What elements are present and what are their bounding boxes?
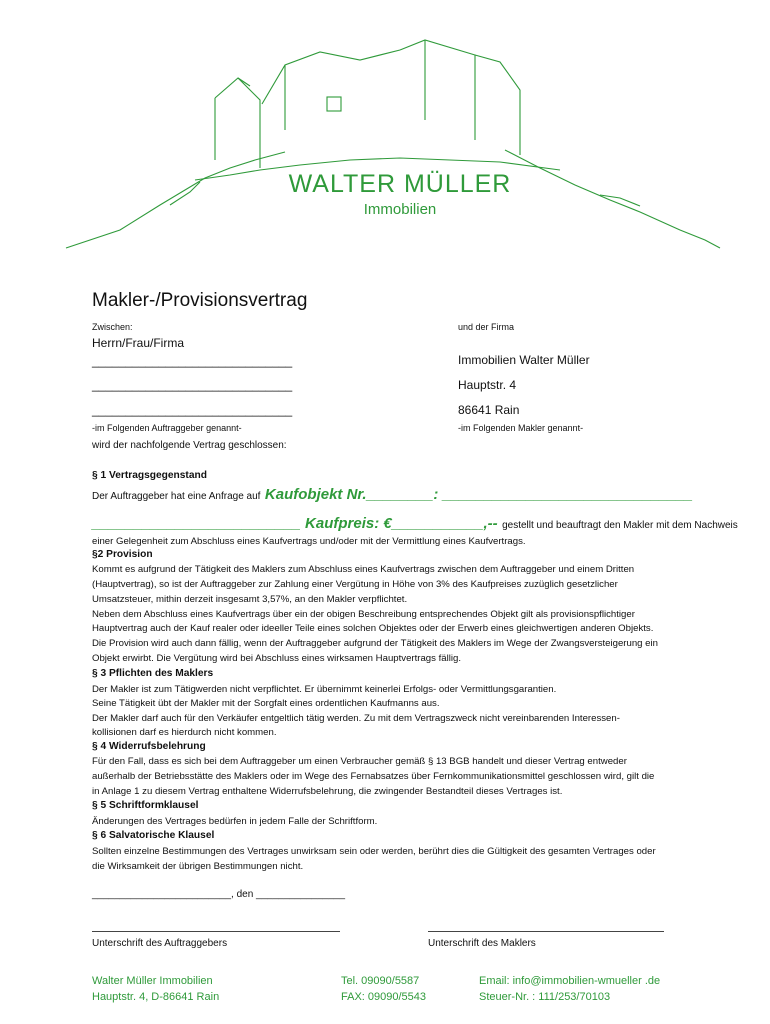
firm-name: Immobilien Walter Müller [458, 353, 590, 367]
section-5-heading: § 5 Schriftformklausel [92, 800, 199, 811]
section-1-line1 [92, 486, 693, 504]
section-4-line: in Anlage 1 zu diesem Vertrag enthaltene Widerrufsbelehrung, die zwingender Bestandteil dieses Vertrages ist. [92, 786, 563, 797]
company-logo [0, 0, 770, 260]
client-note: -im Folgenden Auftraggeber genannt- [92, 423, 242, 433]
firm-city: 86641 Rain [458, 403, 520, 417]
firm-label: und der Firma [458, 322, 515, 332]
section-1-line2-tail: gestellt und beauftragt den Makler mit dem Nachweis [502, 520, 738, 531]
footer-phone: Tel. 09090/5587 [341, 975, 420, 987]
client-name-field[interactable]: ______________________________ [92, 354, 293, 368]
section-1-line2 [92, 515, 738, 533]
document-title: Makler-/Provisionsvertrag [92, 290, 308, 311]
section-2-line: (Hauptvertrag), so ist der Auftraggeber zur Zahlung einer Vergütung in Höhe von 3% des Kaufpreises zuzüglich gesetzlicher [92, 579, 618, 590]
section-4-line: außerhalb der Betriebsstätte des Maklers oder im Wege des Fernabsatzes über Fernkommunikationsmittel geschlossen wird, gilt die [92, 771, 655, 782]
section-6-line: die Wirksamkeit der übrigen Bestimmungen nicht. [92, 861, 304, 872]
kaufobjekt-field[interactable]: Kaufobjekt Nr.________: ______________________________ [264, 486, 693, 503]
firm-street: Hauptstr. 4 [458, 378, 517, 392]
brand-name: WALTER MÜLLER [288, 170, 512, 198]
section-3-line: Der Makler ist zum Tätigwerden nicht verpflichtet. Er übernimmt keinerlei Erfolgs- oder Vermittlungsgarantien. [92, 684, 557, 695]
broker-signature-label: Unterschrift des Maklers [428, 938, 536, 949]
section-3-heading: § 3 Pflichten des Maklers [92, 668, 214, 679]
section-3-line: kollisionen darf es hierdurch nicht kommen. [92, 727, 277, 738]
between-label: Zwischen: [92, 322, 133, 332]
section-3-line: Der Makler darf auch für den Verkäufer entgeltlich tätig werden. Zu mit dem Vertragszweck nicht vereinbarenden Interessen- [92, 713, 620, 724]
client-street-field[interactable]: ______________________________ [92, 378, 293, 392]
broker-signature-line[interactable] [428, 931, 664, 932]
section-4-line: Für den Fall, dass es sich bei dem Auftraggeber um einen Verbraucher gemäß § 13 BGB handelt und dieser Vertrag entweder [92, 756, 627, 767]
brand-subtitle: Immobilien [363, 201, 437, 218]
section-5-line: Änderungen des Vertrages bedürfen in jedem Falle der Schriftform. [92, 816, 378, 827]
footer-address: Hauptstr. 4, D-86641 Rain [92, 991, 220, 1003]
footer-email[interactable]: Email: info@immobilien-wmueller .de [479, 975, 661, 987]
section-1-lead: Der Auftraggeber hat eine Anfrage auf [92, 491, 261, 502]
section-1-line3: einer Gelegenheit zum Abschluss eines Kaufvertrags und/oder mit der Vermittlung eines Kaufvertrags. [92, 536, 526, 547]
client-signature-label: Unterschrift des Auftraggebers [92, 938, 228, 949]
client-city-field[interactable]: ______________________________ [92, 403, 293, 417]
kaufobjekt-blank-field[interactable]: _________________________ [92, 515, 301, 532]
place-date-field[interactable]: _________________________, den ________________ [92, 889, 346, 900]
section-1-heading: § 1 Vertragsgegenstand [92, 470, 207, 481]
section-6-heading: § 6 Salvatorische Klausel [92, 830, 215, 841]
client-salutation: Herrn/Frau/Firma [92, 336, 185, 350]
section-4-heading: § 4 Widerrufsbelehrung [92, 741, 206, 752]
section-2-line: Objekt erwirbt. Die Vergütung wird bei Abschluss eines wirksamen Hauptvertrags fällig. [92, 653, 461, 664]
section-3-line: Seine Tätigkeit übt der Makler mit der Sorgfalt eines ordentlichen Kaufmanns aus. [92, 698, 440, 709]
section-2-line: Kommt es aufgrund der Tätigkeit des Maklers zum Abschluss eines Kaufvertrags zwischen dem Auftraggeber und einem Dritten [92, 564, 635, 575]
section-2-line: Umsatzsteuer, mithin derzeit insgesamt 3,57%, an den Makler verpflichtet. [92, 594, 408, 605]
section-2-line: Hauptvertrag auch der Kauf realer oder ideeller Teile eines solchen Objektes oder der Erwerb eines gleichwertigen anderen Objekts. [92, 623, 654, 634]
section-2-line: Die Provision wird auch dann fällig, wenn der Auftraggeber aufgrund der Tätigkeit des Maklers im Wege der Zwangsversteigerung ein [92, 638, 658, 649]
client-signature-line[interactable] [92, 931, 340, 932]
section-2-heading: §2 Provision [92, 549, 153, 560]
kaufpreis-field[interactable]: Kaufpreis: €___________,-- [305, 515, 498, 532]
footer-company: Walter Müller Immobilien [92, 975, 213, 987]
section-2-line: Neben dem Abschluss eines Kaufvertrags über ein der obigen Beschreibung entsprechendes Objekt gilt als provisionspflichtiger [92, 609, 635, 620]
firm-note: -im Folgenden Makler genannt- [458, 423, 584, 433]
section-6-line: Sollten einzelne Bestimmungen des Vertrages unwirksam sein oder werden, berührt dies die Gültigkeit des gesamten Vertrages oder [92, 846, 656, 857]
footer-tax-number: Steuer-Nr. : 111/253/70103 [479, 991, 611, 1003]
intro-text: wird der nachfolgende Vertrag geschlossen: [92, 440, 287, 451]
footer-fax: FAX: 09090/5543 [341, 991, 427, 1003]
